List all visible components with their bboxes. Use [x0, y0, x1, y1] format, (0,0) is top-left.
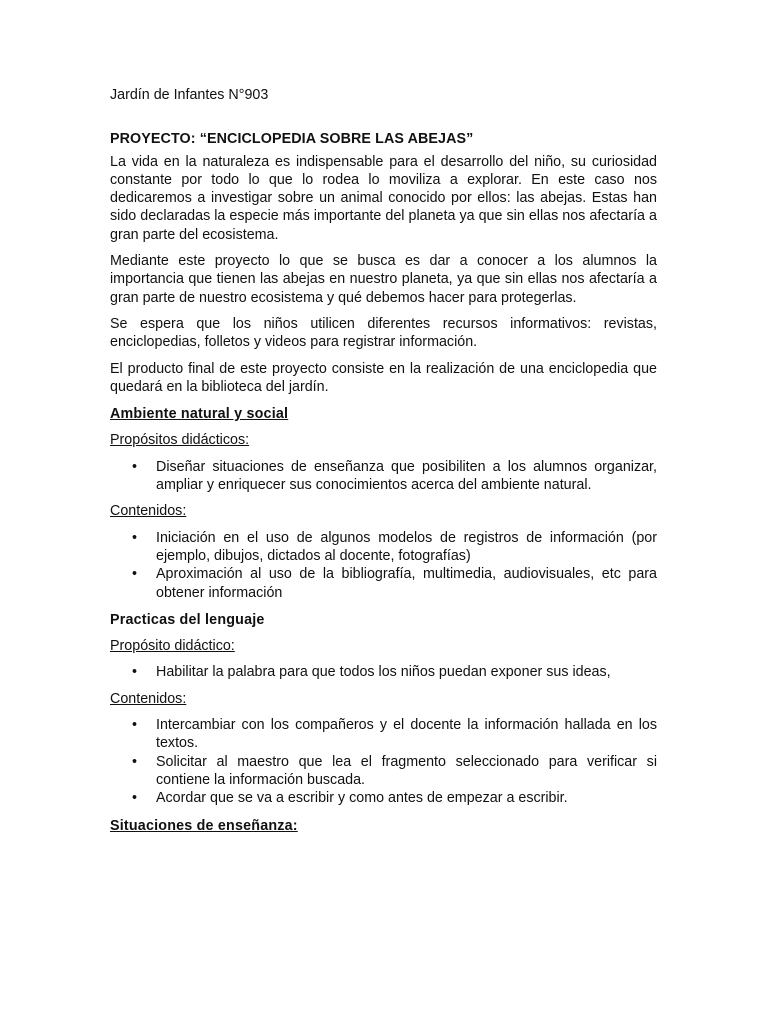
purpose-list: [110, 663, 657, 681]
section-heading-ambiente: Ambiente natural y social: [110, 406, 289, 423]
bullet-icon: •: [132, 566, 138, 583]
bullet-icon: •: [132, 790, 138, 807]
list-item: • Intercambiar con los compañeros y el docente la información hallada en los textos.: [132, 717, 657, 752]
bullet-icon: •: [132, 458, 138, 475]
purpose-label: Propósitos didácticos:: [110, 432, 250, 449]
list-item: • Habilitar la palabra para que todos los niños puedan exponer sus ideas,: [132, 664, 611, 681]
list-item: • Solicitar al maestro que lea el fragmento seleccionado para verificar si contiene la información buscada.: [132, 753, 657, 788]
intro-paragraph-2: Mediante este proyecto lo que se busca es dar a conocer a los alumnos la importancia que tienen las abejas en nuestro planeta, ya que sin ellas nos afectaría a gran parte de nuestro ecosistema y qué debemos hacer para protegerlas.: [110, 253, 657, 306]
contents-list: [110, 716, 657, 807]
intro-paragraph-1: La vida en la naturaleza es indispensable para el desarrollo del niño, su curiosidad constante por todo lo que lo rodea lo moviliza a explorar. En este caso nos dedicaremos a investigar sobre un animal conocido por ellos: las abejas. Estas han sido declaradas la especie más importante del planeta ya que sin ellas nos afectaría a gran parte del ecosistema.: [110, 153, 657, 243]
contents-label: Contenidos:: [110, 690, 187, 707]
bullet-icon: •: [132, 664, 138, 681]
intro-paragraph-4: El producto final de este proyecto consiste en la realización de una enciclopedia que quedará en la biblioteca del jardín.: [110, 360, 657, 395]
bullet-icon: •: [132, 753, 138, 770]
list-item: • Acordar que se va a escribir y como antes de empezar a escribir.: [132, 790, 568, 807]
list-item: • Aproximación al uso de la bibliografía, multimedia, audiovisuales, etc para obtener información: [132, 566, 657, 601]
section-heading-lenguaje: Practicas del lenguaje: [110, 611, 265, 628]
purpose-label: Propósito didáctico:: [110, 638, 235, 655]
section-heading-situaciones: Situaciones de enseñanza:: [110, 817, 298, 834]
list-item: • Iniciación en el uso de algunos modelos de registros de información (por ejemplo, dibujos, dictados al docente, fotografías): [132, 529, 657, 564]
list-item: • Diseñar situaciones de enseñanza que posibiliten a los alumnos organizar, ampliar y enriquecer sus conocimientos acerca del ambiente natural.: [132, 458, 657, 494]
intro-paragraph-3: Se espera que los niños utilicen diferentes recursos informativos: revistas, enciclopedias, folletos y videos para registrar información.: [110, 315, 657, 351]
bullet-icon: •: [132, 717, 138, 734]
contents-label: Contenidos:: [110, 503, 187, 520]
project-title: PROYECTO: “ENCICLOPEDIA SOBRE LAS ABEJAS”: [110, 131, 474, 148]
contents-list: [110, 529, 657, 602]
bullet-icon: •: [132, 529, 138, 546]
school-name: Jardín de Infantes N°903: [110, 87, 269, 103]
purpose-list: [110, 458, 657, 495]
